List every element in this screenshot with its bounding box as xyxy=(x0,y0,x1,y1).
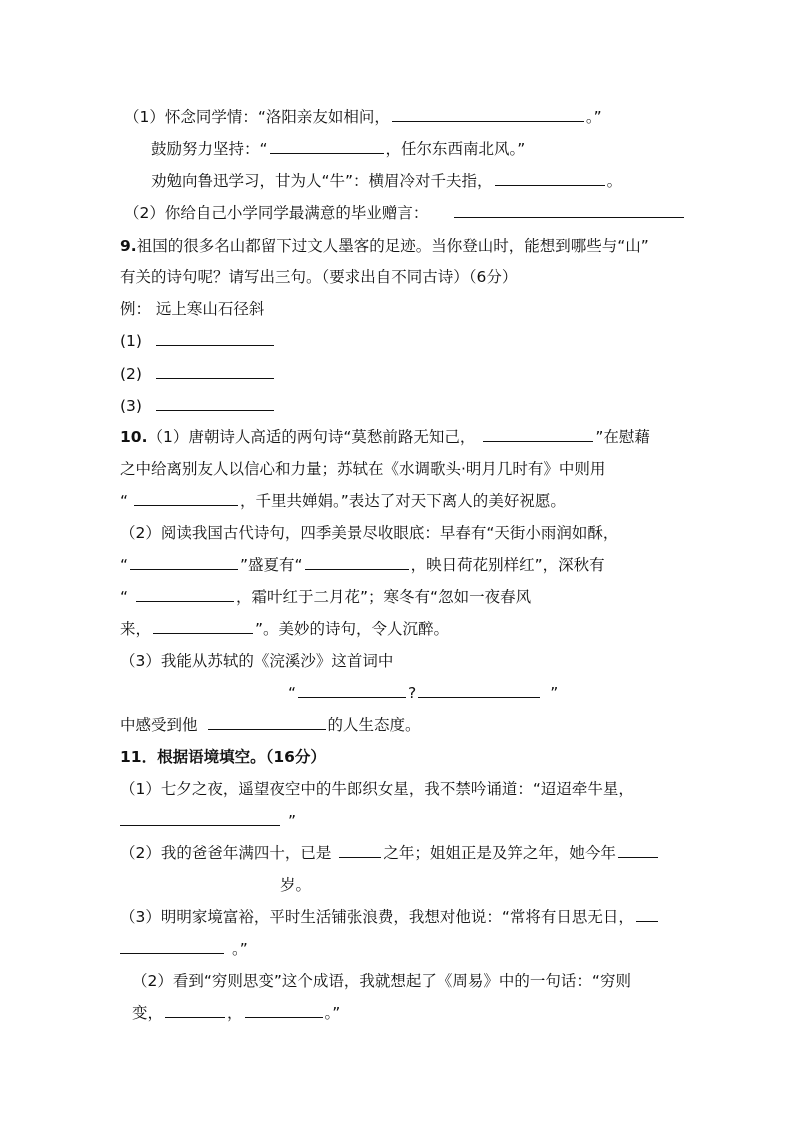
answer-blank[interactable] xyxy=(339,843,381,858)
q11-2-line2: 岁。 xyxy=(280,876,312,894)
q11-heading: 11．根据语境填空。（16分） xyxy=(120,748,326,766)
answer-blank[interactable] xyxy=(120,811,280,826)
q11-2-line: （2）我的爸爸年满四十，已是 之年；姐姐正是及笄之年，她今年 xyxy=(120,843,660,863)
q10-3-quote: “ ? ” xyxy=(288,684,559,702)
answer-blank[interactable] xyxy=(298,683,406,698)
answer-blank[interactable] xyxy=(305,555,409,570)
answer-blank[interactable] xyxy=(208,715,326,730)
answer-blank[interactable] xyxy=(136,587,234,602)
q10-2-line: （2）阅读我国古代诗句，四季美景尽收眼底：早春有“天街小雨润如酥， xyxy=(120,524,619,542)
answer-blank[interactable] xyxy=(156,364,274,379)
answer-blank[interactable] xyxy=(495,171,605,186)
answer-blank[interactable] xyxy=(134,491,238,506)
q11-4-line2: 变， ， 。” xyxy=(132,1004,341,1022)
q11-4-line: （2）看到“穷则思变”这个成语，我就想起了《周易》中的一句话：“穷则 xyxy=(132,972,631,990)
answer-blank[interactable] xyxy=(156,331,274,346)
q10-2-line2: “ ”盛夏有“ ，映日荷花别样红”，深秋有 xyxy=(120,556,605,574)
q8-2-line: （2）你给自己小学同学最满意的毕业赠言： xyxy=(124,203,686,223)
q11-3-line2: 。” xyxy=(120,939,248,959)
answer-blank[interactable] xyxy=(418,683,540,698)
answer-blank[interactable] xyxy=(636,907,658,922)
q9-heading: 9.祖国的很多名山都留下过文人墨客的足迹。当你登山时，能想到哪些与“山” xyxy=(120,237,649,255)
answer-blank[interactable] xyxy=(130,555,238,570)
q10-3-line2: 中感受到他 的人生态度。 xyxy=(120,716,421,734)
answer-blank[interactable] xyxy=(483,427,593,442)
answer-blank[interactable] xyxy=(392,107,584,122)
answer-blank[interactable] xyxy=(270,139,384,154)
q10-2-line4: 来， ”。美妙的诗句，令人沉醉。 xyxy=(120,620,450,638)
q10-2-line3: “ ，霜叶红于二月花”；寒冬有“忽如一夜春风 xyxy=(120,588,532,606)
q9-heading-cont: 有关的诗句呢？请写出三句。（要求出自不同古诗）（6分） xyxy=(120,268,518,286)
q8-1-line3: 劝勉向鲁迅学习，甘为人“牛”：横眉冷对千夫指， 。 xyxy=(151,172,623,190)
q10-1-line: 10.（1）唐朝诗人高适的两句诗“莫愁前路无知己， ”在慰藉 xyxy=(120,428,650,446)
answer-blank[interactable] xyxy=(245,1003,323,1018)
q11-3-line: （3）明明家境富裕，平时生活铺张浪费，我想对他说：“常将有日思无日， xyxy=(120,907,660,927)
q9-item-2: (2) xyxy=(120,364,276,384)
answer-blank[interactable] xyxy=(120,939,224,954)
answer-blank[interactable] xyxy=(156,396,274,411)
q11-1-line2: ” xyxy=(120,811,296,831)
answer-blank[interactable] xyxy=(153,619,253,634)
answer-blank[interactable] xyxy=(165,1003,225,1018)
q8-1-line2: 鼓励努力坚持：“ ，任尔东西南北风。” xyxy=(151,140,526,158)
answer-blank[interactable] xyxy=(454,203,684,218)
q9-item-3: (3) xyxy=(120,396,276,416)
q10-1-line2: 之中给离别友人以信心和力量；苏轼在《水调歌头·明月几时有》中则用 xyxy=(120,460,606,478)
q10-1-line3: “ ，千里共婵娟。”表达了对天下离人的美好祝愿。 xyxy=(120,492,566,510)
q8-1-line: （1）怀念同学情：“洛阳亲友如相问， 。” xyxy=(124,108,602,126)
q9-example: 例： 远上寒山石径斜 xyxy=(120,300,265,318)
q11-1-line: （1）七夕之夜，遥望夜空中的牛郎织女星，我不禁吟诵道：“迢迢牵牛星， xyxy=(120,780,634,798)
answer-blank[interactable] xyxy=(618,843,658,858)
q9-item-1: (1) xyxy=(120,331,276,351)
q10-3-line: （3）我能从苏轼的《浣溪沙》这首词中 xyxy=(120,652,394,670)
